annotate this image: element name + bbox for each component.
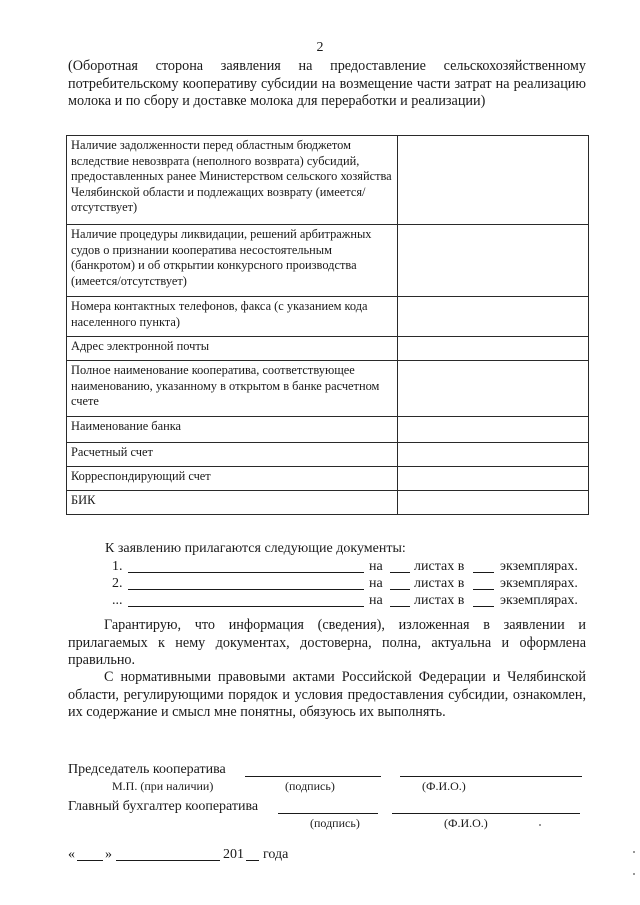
- document-sheets-field[interactable]: [390, 559, 410, 573]
- accountant-signature-caption: (подпись): [310, 816, 360, 830]
- document-copies-field[interactable]: [473, 559, 494, 573]
- acknowledgement-statement: С нормативными правовыми актами Российской Федерации и Челябинской области, регулирующими порядок и условия предоставления субсидии, ознакомлен, их содержание и смысл мне понятны, обязуюсь их выполнять.: [68, 669, 586, 721]
- date-month-field[interactable]: [116, 847, 220, 861]
- document-line: [112, 593, 586, 611]
- document-on-word: на: [369, 593, 383, 608]
- date-year-field[interactable]: [246, 847, 259, 861]
- row-label-phones: Номера контактных телефонов, факса (с указанием кода населенного пункта): [67, 297, 398, 337]
- row-value-debt[interactable]: [398, 136, 589, 225]
- row-label-email: Адрес электронной почты: [67, 337, 398, 361]
- table-row: [67, 136, 589, 225]
- table-row: [67, 337, 589, 361]
- accountant-name-caption: (Ф.И.О.): [444, 816, 488, 830]
- document-line: [112, 576, 586, 594]
- document-sheets-field[interactable]: [390, 593, 410, 607]
- row-label-corr-account: Корреспондирующий счет: [67, 467, 398, 491]
- table-row: [67, 297, 589, 337]
- document-sheets-field[interactable]: [390, 576, 410, 590]
- document-name-field[interactable]: [128, 593, 364, 607]
- date-year-prefix: 201: [223, 847, 244, 862]
- row-value-phones[interactable]: [398, 297, 589, 337]
- document-copies-field[interactable]: [473, 576, 494, 590]
- date-open-quote: «: [68, 847, 75, 862]
- date-day-field[interactable]: [77, 847, 103, 861]
- row-label-debt: Наличие задолженности перед областным бюджетом вследствие невозврата (неполного возврата) субсидий, предоставленных ранее Министерством сельского хозяйства Челябинской области и подлежащих возврату (имеется/отсутствует): [67, 136, 398, 225]
- table-row: [67, 361, 589, 417]
- row-value-liquidation[interactable]: [398, 225, 589, 297]
- document-line: [112, 559, 586, 577]
- form-side-title: (Оборотная сторона заявления на предоставление сельскохозяйственному потребительскому кооперативу субсидии на возмещение части затрат на реализацию молока и по сбору и доставке молока для переработки и реализации): [68, 58, 586, 110]
- chairman-name-field[interactable]: [400, 762, 582, 777]
- row-label-coop-name: Полное наименование кооператива, соответствующее наименованию, указанному в открытом в банке расчетном счете: [67, 361, 398, 417]
- chairman-signature-field[interactable]: [245, 762, 381, 777]
- table-row: [67, 491, 589, 515]
- row-label-liquidation: Наличие процедуры ликвидации, решений арбитражных судов о признании кооператива несостоятельным (банкротом) и об открытии конкурсного производства (имеется/отсутствует): [67, 225, 398, 297]
- document-number: 2.: [112, 576, 123, 591]
- document-copies-word: экземплярах.: [500, 593, 578, 608]
- document-sheets-word: листах в: [414, 593, 465, 608]
- scan-speck: [633, 851, 635, 853]
- page-number: 2: [316, 40, 324, 55]
- document-copies-word: экземплярах.: [500, 576, 578, 591]
- guarantee-statement: Гарантирую, что информация (сведения), изложенная в заявлении и прилагаемых к нему документах, достоверна, полна, актуальна и оформлена правильно.: [68, 617, 586, 669]
- table-row: [67, 467, 589, 491]
- accountant-name-field[interactable]: [392, 799, 580, 814]
- row-value-account[interactable]: [398, 443, 589, 467]
- table-row: [67, 225, 589, 297]
- date-close-quote: »: [105, 847, 112, 862]
- table-row: [67, 417, 589, 443]
- scan-speck: [539, 824, 541, 826]
- row-value-bank[interactable]: [398, 417, 589, 443]
- document-sheets-word: листах в: [414, 576, 465, 591]
- chairman-name-caption: (Ф.И.О.): [422, 779, 466, 793]
- row-value-coop-name[interactable]: [398, 361, 589, 417]
- table-row: [67, 443, 589, 467]
- row-label-account: Расчетный счет: [67, 443, 398, 467]
- accountant-signature-field[interactable]: [278, 799, 378, 814]
- document-number: 1.: [112, 559, 123, 574]
- document-name-field[interactable]: [128, 576, 364, 590]
- date-line: [68, 847, 368, 865]
- document-on-word: на: [369, 559, 383, 574]
- document-copies-field[interactable]: [473, 593, 494, 607]
- document-on-word: на: [369, 576, 383, 591]
- chairman-label: Председатель кооператива: [68, 762, 226, 777]
- row-label-bank: Наименование банка: [67, 417, 398, 443]
- row-value-bik[interactable]: [398, 491, 589, 515]
- applicant-info-table: [66, 135, 589, 515]
- chairman-signature-caption: (подпись): [285, 779, 335, 793]
- row-value-corr-account[interactable]: [398, 467, 589, 491]
- document-copies-word: экземплярах.: [500, 559, 578, 574]
- attached-documents-title: К заявлению прилагаются следующие документы:: [105, 541, 406, 556]
- document-sheets-word: листах в: [414, 559, 465, 574]
- row-value-email[interactable]: [398, 337, 589, 361]
- document-number: ...: [112, 593, 123, 608]
- chairman-signature-line: [68, 762, 226, 778]
- date-year-suffix: года: [263, 847, 289, 862]
- row-label-bik: БИК: [67, 491, 398, 515]
- stamp-label: М.П. (при наличии): [112, 779, 214, 793]
- scan-speck: [633, 873, 635, 875]
- accountant-label: Главный бухгалтер кооператива: [68, 799, 259, 814]
- accountant-signature-line: [68, 799, 258, 815]
- document-name-field[interactable]: [128, 559, 364, 573]
